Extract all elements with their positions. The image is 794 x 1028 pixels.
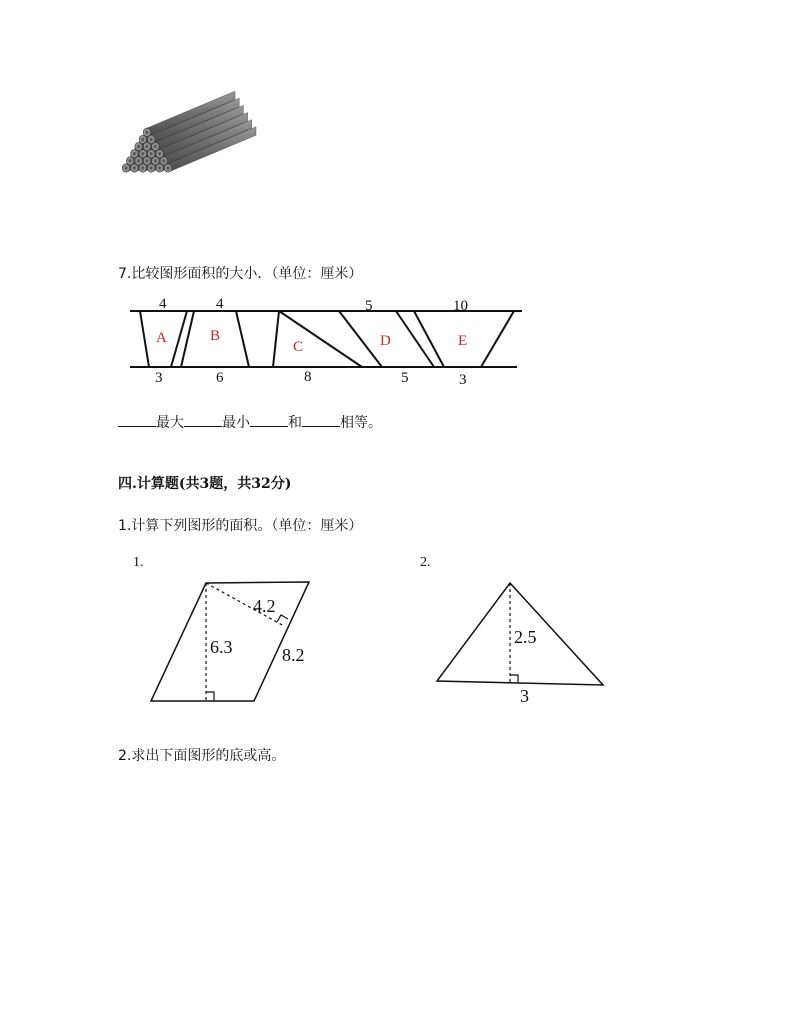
answer-word-equal: 相等。 xyxy=(340,415,382,431)
answer-blank-1[interactable] xyxy=(118,414,156,427)
q1-title: 1.计算下列图形的面积。（单位：厘米） xyxy=(118,518,363,534)
answer-word-largest: 最大 xyxy=(156,415,184,431)
fig2-number: 2. xyxy=(420,555,431,570)
fig2-dim-base: 3 xyxy=(520,686,529,706)
shape-letter-e: E xyxy=(458,333,468,349)
answer-blank-3[interactable] xyxy=(250,414,288,427)
top-label-a: 4 xyxy=(159,296,167,312)
bottom-label-d: 5 xyxy=(401,370,409,386)
answer-blank-2[interactable] xyxy=(184,414,222,427)
pipe-stack-illustration xyxy=(118,88,283,183)
answer-word-smallest: 最小 xyxy=(222,415,250,431)
q2-title: 2.求出下面图形的底或高。 xyxy=(118,748,286,764)
answer-blank-4[interactable] xyxy=(302,414,340,427)
bottom-label-a: 3 xyxy=(155,370,163,386)
shape-letter-c: C xyxy=(293,339,304,355)
shape-letter-a: A xyxy=(156,330,167,346)
fig2-dim-height: 2.5 xyxy=(514,627,537,647)
shape-letter-b: B xyxy=(210,328,221,344)
top-label-e: 10 xyxy=(453,298,468,314)
q7-answer-line xyxy=(118,412,382,432)
bottom-label-e: 3 xyxy=(459,372,467,388)
bottom-label-b: 6 xyxy=(216,370,224,386)
parallelogram-figure xyxy=(145,575,320,710)
fig1-dim-side: 8.2 xyxy=(282,645,305,665)
bottom-label-c: 8 xyxy=(304,369,312,385)
triangle-figure xyxy=(430,575,615,710)
fig1-number: 1. xyxy=(133,555,144,570)
top-label-b: 4 xyxy=(216,296,224,312)
fig1-dim-perp: 4.2 xyxy=(253,596,276,616)
fig1-dim-height: 6.3 xyxy=(210,637,233,657)
q7-figure xyxy=(125,292,525,392)
section-four-title: 四.计算题(共3题，共32分) xyxy=(118,476,292,492)
shape-letter-d: D xyxy=(380,333,391,349)
q7-title: 7.比较图形面积的大小．（单位：厘米） xyxy=(118,266,363,282)
top-label-d: 5 xyxy=(365,298,373,314)
answer-word-and: 和 xyxy=(288,415,302,431)
